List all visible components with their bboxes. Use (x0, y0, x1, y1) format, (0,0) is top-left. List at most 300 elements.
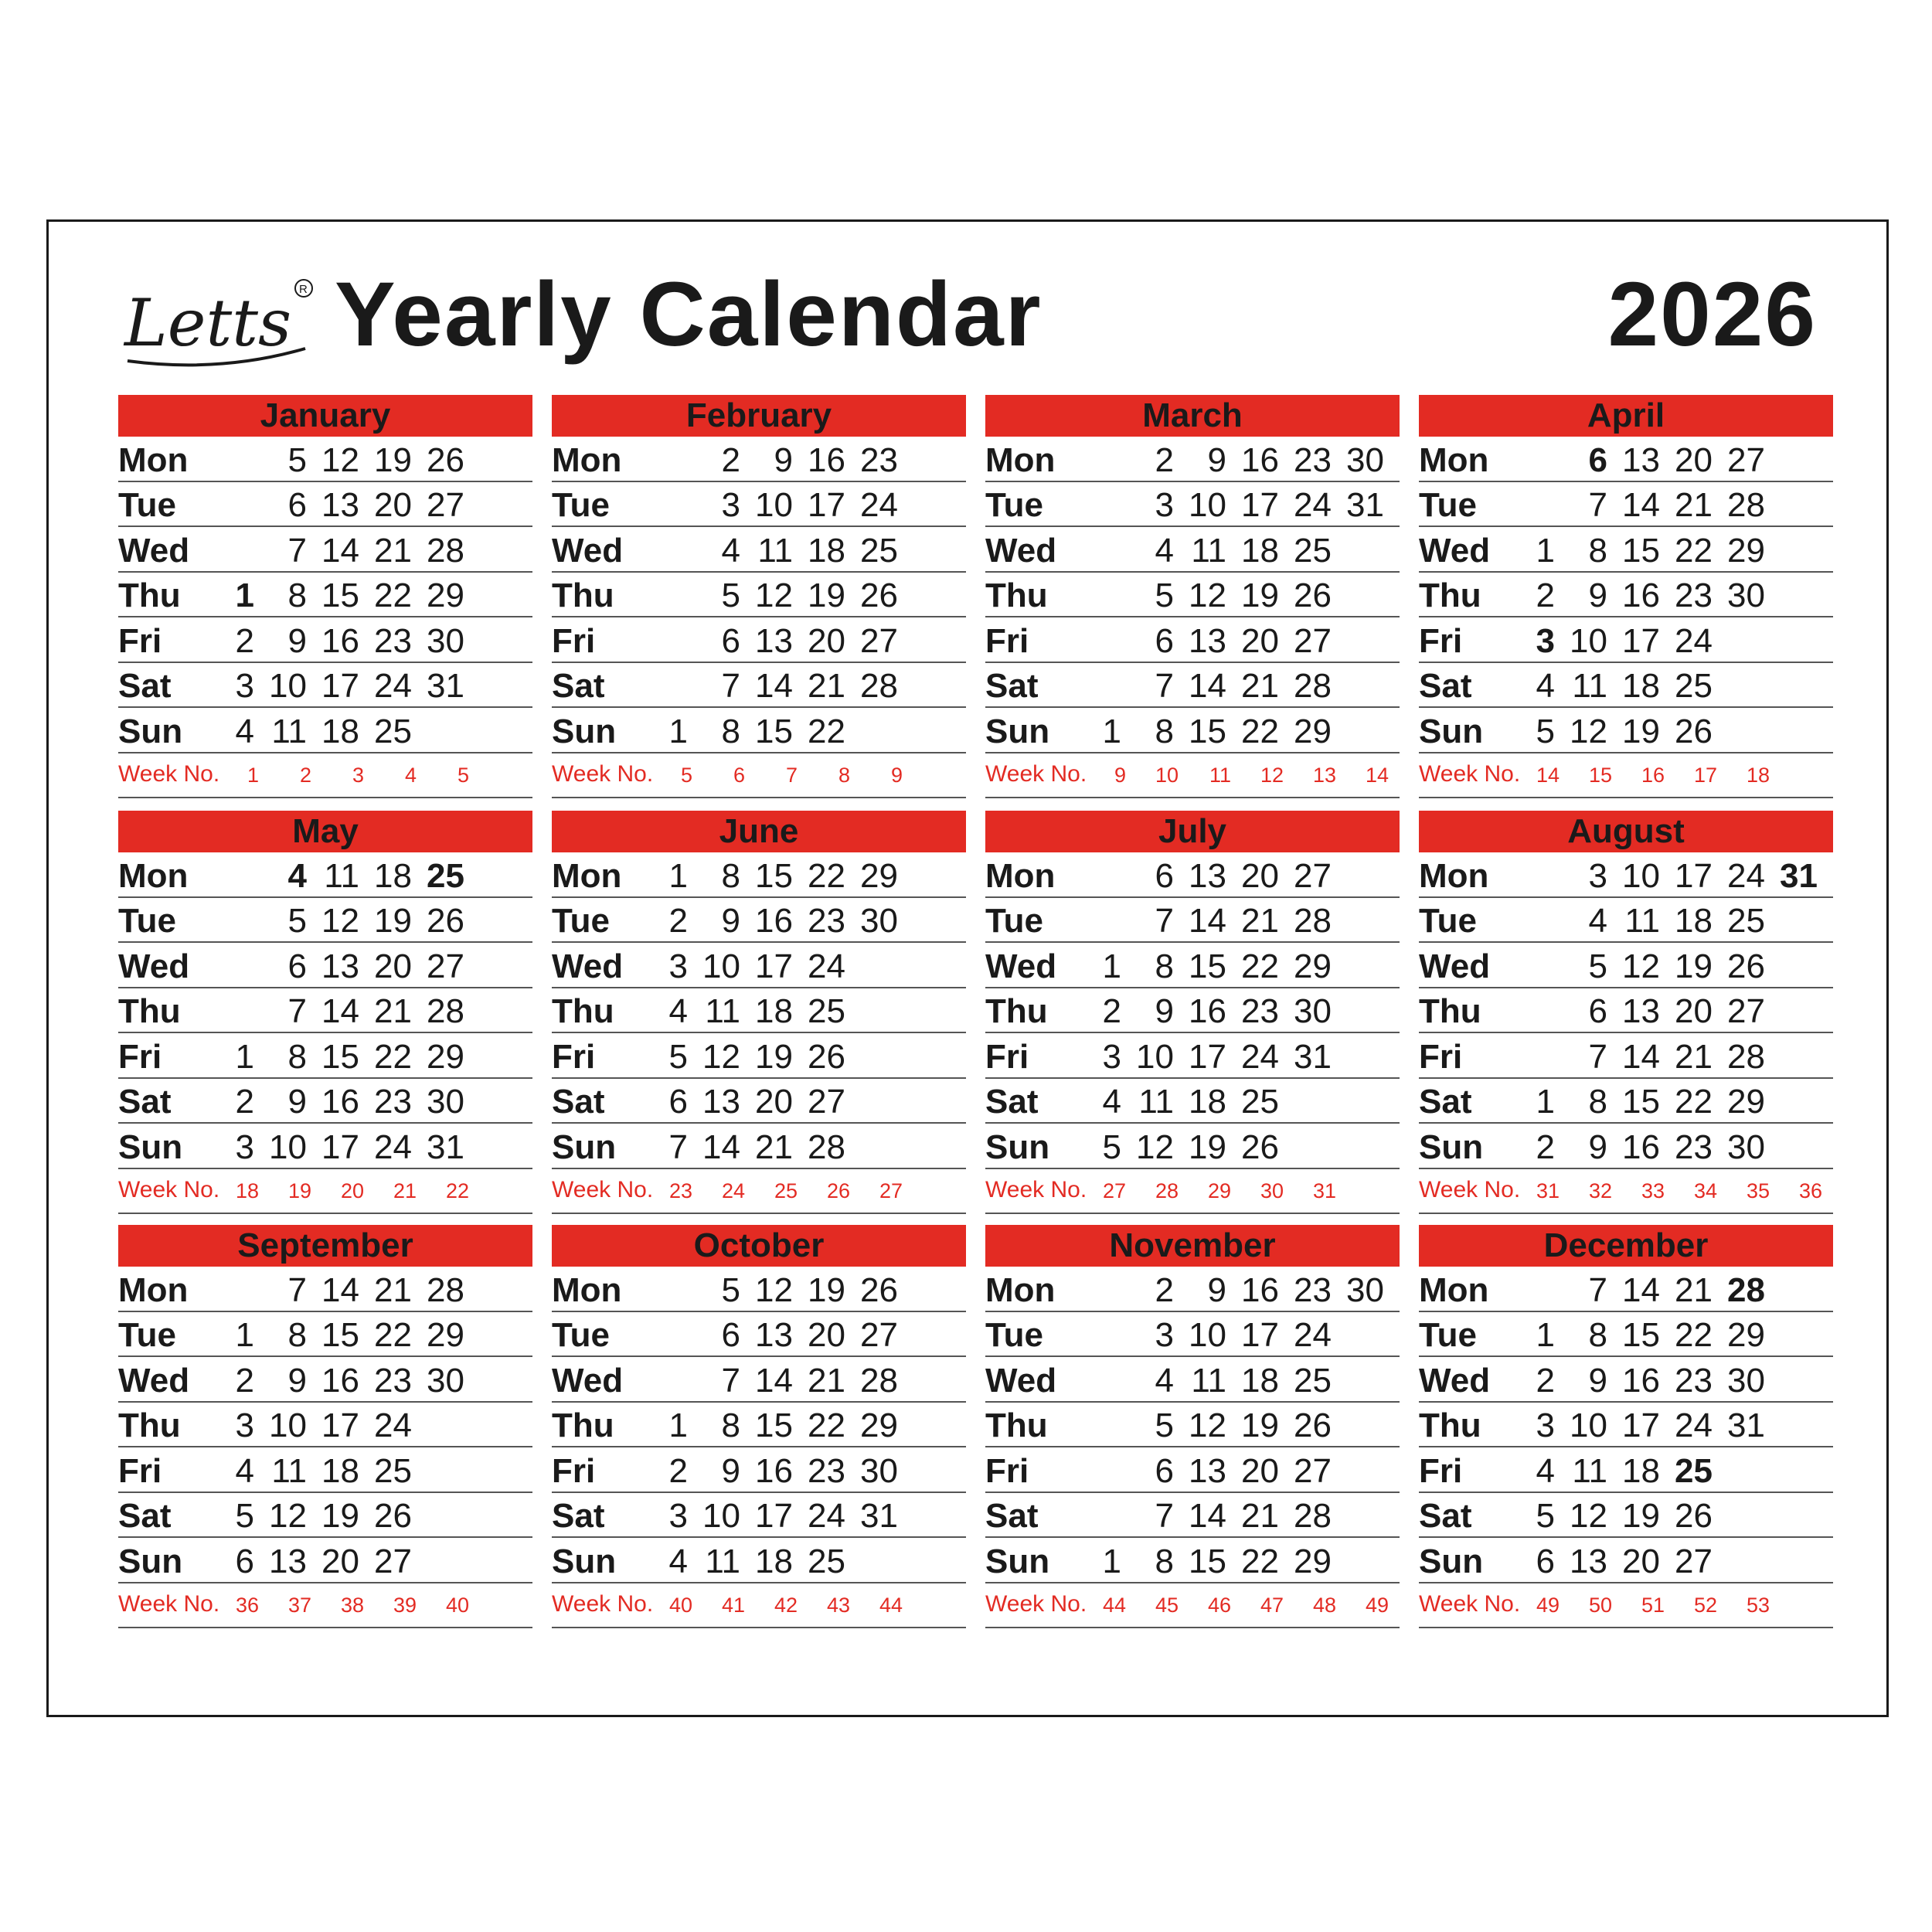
date-cell: 8 (721, 856, 740, 895)
date-cell: 10 (1189, 486, 1226, 524)
week-numbers-row (118, 753, 532, 799)
date-cell: 31 (1727, 1406, 1765, 1444)
date-cell: 23 (374, 621, 412, 660)
weekday-row (1419, 1267, 1833, 1312)
date-cell: 4 (668, 992, 688, 1030)
date-cell: 21 (755, 1128, 793, 1166)
weekday-label: Wed (1419, 947, 1491, 985)
date-cell: 5 (1102, 1128, 1121, 1166)
date-cell: 13 (1622, 992, 1660, 1030)
date-cell: 14 (755, 667, 793, 705)
date-cell: 3 (1102, 1037, 1121, 1076)
weekday-row (118, 1447, 532, 1493)
week-number: 7 (785, 764, 798, 787)
week-number: 44 (879, 1594, 903, 1617)
date-cell: 3 (1155, 1316, 1174, 1354)
date-cell: 20 (1241, 1451, 1279, 1490)
date-cell: 7 (1155, 667, 1174, 705)
date-cell: 21 (1241, 902, 1279, 940)
weekday-row (118, 1312, 532, 1358)
date-cell: 30 (1727, 577, 1765, 614)
date-cell: 7 (287, 1270, 307, 1309)
date-cell: 26 (374, 1497, 412, 1535)
date-cell: 9 (1588, 1128, 1607, 1166)
date-cell: 5 (668, 1037, 688, 1076)
date-cell: 8 (1588, 1083, 1607, 1121)
date-cell: 29 (427, 1316, 464, 1354)
weekday-label: Sat (1419, 667, 1472, 705)
weekday-row (985, 1267, 1400, 1312)
date-cell: 3 (668, 947, 688, 985)
week-number: 43 (826, 1594, 850, 1617)
week-number: 52 (1693, 1594, 1717, 1617)
weekday-row (985, 852, 1400, 898)
weekday-label: Sun (985, 712, 1050, 750)
date-cell: 18 (321, 1451, 359, 1490)
date-cell: 29 (860, 1406, 898, 1444)
week-number: 46 (1207, 1594, 1231, 1617)
week-number: 44 (1102, 1594, 1126, 1617)
date-cell: 27 (860, 621, 898, 660)
weekday-row (1419, 988, 1833, 1034)
date-cell: 11 (1572, 1451, 1607, 1490)
week-numbers-row (1419, 753, 1833, 799)
date-cell: 17 (321, 1128, 359, 1166)
date-cell: 7 (1155, 902, 1174, 940)
date-cell: 23 (808, 902, 845, 940)
week-label: Week No. (985, 1591, 1087, 1617)
date-cell: 13 (1189, 856, 1226, 895)
weekday-row (552, 1493, 966, 1539)
date-cell: 28 (1294, 902, 1332, 940)
week-numbers-row (985, 753, 1400, 799)
date-cell: 3 (235, 1128, 254, 1166)
date-cell: 4 (1155, 531, 1174, 570)
week-label: Week No. (985, 1177, 1087, 1202)
date-cell: 5 (1588, 947, 1607, 985)
date-cell: 25 (1675, 1451, 1713, 1490)
weekday-row (1419, 1538, 1833, 1583)
weekday-row (118, 663, 532, 709)
weekday-row (985, 1357, 1400, 1403)
date-cell: 17 (755, 1497, 793, 1535)
date-cell: 22 (374, 1316, 412, 1354)
weekday-row (985, 943, 1400, 988)
date-cell: 5 (235, 1497, 254, 1535)
date-cell: 17 (755, 947, 793, 985)
date-cell: 5 (1536, 1497, 1555, 1535)
week-number: 22 (445, 1179, 469, 1202)
date-cell: 1 (235, 1037, 254, 1076)
week-number: 27 (1102, 1179, 1126, 1202)
week-number: 32 (1588, 1179, 1612, 1202)
date-cell: 1 (235, 1316, 254, 1354)
weekday-label: Sat (985, 667, 1039, 705)
date-cell: 8 (1588, 1316, 1607, 1354)
month-june (552, 811, 966, 1214)
week-number: 15 (1588, 764, 1612, 787)
date-cell: 25 (808, 1542, 845, 1580)
week-number: 12 (1260, 764, 1284, 787)
date-cell: 8 (1155, 1542, 1174, 1580)
weekday-label: Sun (1419, 1128, 1484, 1166)
week-number: 41 (721, 1594, 745, 1617)
weekday-label: Fri (985, 1037, 1029, 1076)
date-cell: 12 (1570, 1497, 1607, 1535)
letts-logo-text: Letts (124, 285, 292, 361)
date-cell: 6 (1536, 1542, 1555, 1580)
weekday-row (985, 1124, 1400, 1169)
date-cell: 11 (1138, 1083, 1174, 1121)
date-cell: 3 (235, 667, 254, 705)
date-cell: 6 (1155, 856, 1174, 895)
date-cell: 3 (235, 1406, 254, 1444)
weekday-row (985, 437, 1400, 482)
date-cell: 4 (668, 1542, 688, 1580)
date-cell: 2 (235, 1083, 254, 1121)
weekday-label: Mon (552, 856, 622, 895)
date-cell: 15 (755, 712, 793, 750)
month-name: November (985, 1225, 1400, 1267)
month-october (552, 1225, 966, 1628)
week-number: 42 (774, 1594, 798, 1617)
date-cell: 8 (1155, 947, 1174, 985)
date-cell: 25 (808, 992, 845, 1030)
weekday-row (985, 1403, 1400, 1448)
date-cell: 12 (1189, 577, 1226, 614)
month-name: May (118, 811, 532, 852)
month-name: March (985, 395, 1400, 437)
weekday-label: Tue (985, 902, 1043, 940)
week-number: 26 (826, 1179, 850, 1202)
date-cell: 17 (1189, 1037, 1226, 1076)
weekday-label: Wed (118, 947, 190, 985)
weekday-row (985, 617, 1400, 663)
date-cell: 13 (321, 947, 359, 985)
date-cell: 27 (1727, 992, 1765, 1030)
week-number: 49 (1365, 1594, 1389, 1617)
date-cell: 1 (1102, 712, 1121, 750)
date-cell: 5 (1536, 712, 1555, 750)
date-cell: 12 (755, 577, 793, 614)
date-cell: 31 (427, 667, 464, 705)
date-cell: 30 (1727, 1361, 1765, 1400)
date-cell: 14 (1622, 1037, 1660, 1076)
date-cell: 22 (1241, 712, 1279, 750)
weekday-row (1419, 898, 1833, 944)
weekday-label: Fri (985, 1451, 1029, 1490)
week-number: 35 (1746, 1179, 1770, 1202)
week-number: 28 (1155, 1179, 1179, 1202)
date-cell: 8 (287, 1316, 307, 1354)
month-name: December (1419, 1225, 1833, 1267)
date-cell: 17 (808, 486, 845, 524)
weekday-row (552, 1079, 966, 1124)
date-cell: 20 (1675, 440, 1713, 479)
weekday-label: Sat (1419, 1083, 1472, 1121)
date-cell: 13 (755, 621, 793, 660)
weekday-label: Sun (552, 712, 617, 750)
week-number: 31 (1536, 1179, 1560, 1202)
date-cell: 31 (427, 1128, 464, 1166)
date-cell: 1 (1102, 1542, 1121, 1580)
weekday-label: Thu (985, 1406, 1048, 1444)
week-label: Week No. (1419, 761, 1521, 787)
weekday-row (1419, 1493, 1833, 1539)
date-cell: 1 (668, 712, 688, 750)
weekday-row (552, 663, 966, 709)
weekday-row (1419, 1357, 1833, 1403)
date-cell: 22 (1675, 1316, 1713, 1354)
date-cell: 15 (321, 1316, 359, 1354)
weekday-label: Thu (1419, 992, 1481, 1030)
week-number: 25 (774, 1179, 798, 1202)
date-cell: 23 (1294, 440, 1332, 479)
date-cell: 7 (1588, 486, 1607, 524)
date-cell: 6 (1155, 1451, 1174, 1490)
date-cell: 20 (1241, 621, 1279, 660)
month-name: August (1419, 811, 1833, 852)
month-november (985, 1225, 1400, 1628)
weekday-label: Wed (552, 1361, 624, 1400)
date-cell: 28 (860, 667, 898, 705)
date-cell: 28 (1294, 667, 1332, 705)
week-label: Week No. (552, 1591, 654, 1617)
weekday-label: Wed (1419, 1361, 1491, 1400)
week-number: 36 (1798, 1179, 1822, 1202)
date-cell: 20 (1675, 992, 1713, 1030)
date-cell: 6 (1588, 440, 1607, 479)
date-cell: 8 (1155, 712, 1174, 750)
date-cell: 15 (755, 856, 793, 895)
week-label: Week No. (552, 1177, 654, 1202)
date-cell: 29 (1727, 1083, 1765, 1121)
weekday-label: Wed (985, 1361, 1057, 1400)
date-cell: 6 (287, 947, 307, 985)
date-cell: 28 (1727, 1270, 1765, 1309)
date-cell: 7 (721, 1361, 740, 1400)
date-cell: 25 (374, 712, 412, 750)
weekday-label: Sun (1419, 712, 1484, 750)
weekday-row (1419, 527, 1833, 573)
date-cell: 27 (374, 1542, 412, 1580)
date-cell: 26 (808, 1037, 845, 1076)
weekday-label: Fri (552, 1451, 596, 1490)
month-name: February (552, 395, 966, 437)
date-cell: 3 (1536, 1406, 1555, 1444)
weekday-row (118, 1493, 532, 1539)
date-cell: 21 (808, 1361, 845, 1400)
month-name: July (985, 811, 1400, 852)
date-cell: 13 (321, 486, 359, 524)
date-cell: 10 (755, 486, 793, 524)
date-cell: 15 (1189, 947, 1226, 985)
date-cell: 13 (269, 1542, 307, 1580)
date-cell: 31 (1294, 1037, 1332, 1076)
weekday-label: Tue (985, 486, 1043, 524)
date-cell: 18 (374, 856, 412, 895)
date-cell: 14 (321, 531, 359, 570)
date-cell: 25 (374, 1451, 412, 1490)
weekday-row (118, 988, 532, 1034)
week-number: 14 (1365, 764, 1389, 787)
date-cell: 7 (1588, 1037, 1607, 1076)
date-cell: 16 (321, 1083, 359, 1121)
date-cell: 11 (1624, 902, 1660, 940)
week-number: 49 (1536, 1594, 1560, 1617)
date-cell: 2 (235, 1361, 254, 1400)
weekday-label: Fri (985, 621, 1029, 660)
date-cell: 30 (860, 902, 898, 940)
date-cell: 10 (1136, 1037, 1174, 1076)
date-cell: 4 (235, 1451, 254, 1490)
date-cell: 18 (321, 712, 359, 750)
weekday-label: Sat (552, 1497, 605, 1535)
date-cell: 19 (1241, 1406, 1279, 1444)
date-cell: 10 (1622, 856, 1660, 895)
weekday-label: Sat (118, 667, 172, 705)
date-cell: 19 (321, 1497, 359, 1535)
date-cell: 1 (1536, 1083, 1555, 1121)
weekday-row (985, 988, 1400, 1034)
date-cell: 28 (427, 531, 464, 570)
date-cell: 27 (860, 1316, 898, 1354)
date-cell: 15 (1622, 1083, 1660, 1121)
date-cell: 9 (721, 1451, 740, 1490)
date-cell: 9 (1588, 1361, 1607, 1400)
weekday-label: Sat (985, 1497, 1039, 1535)
month-august (1419, 811, 1833, 1214)
date-cell: 21 (1241, 667, 1279, 705)
date-cell: 30 (1346, 1270, 1384, 1309)
date-cell: 17 (1675, 856, 1713, 895)
date-cell: 23 (1675, 1361, 1713, 1400)
week-number: 45 (1155, 1594, 1179, 1617)
weekday-row (985, 708, 1400, 753)
date-cell: 1 (1536, 1316, 1555, 1354)
date-cell: 5 (287, 902, 307, 940)
date-cell: 14 (1622, 1270, 1660, 1309)
weekday-row (552, 898, 966, 944)
weekday-label: Wed (985, 531, 1057, 570)
date-cell: 8 (1588, 531, 1607, 570)
date-cell: 10 (1570, 1406, 1607, 1444)
date-cell: 26 (1727, 947, 1765, 985)
date-cell: 6 (1588, 992, 1607, 1030)
date-cell: 17 (1622, 621, 1660, 660)
date-cell: 13 (702, 1083, 740, 1121)
date-cell: 19 (1675, 947, 1713, 985)
date-cell: 11 (705, 992, 740, 1030)
date-cell: 6 (721, 1316, 740, 1354)
date-cell: 17 (1241, 486, 1279, 524)
date-cell: 5 (721, 1270, 740, 1309)
week-numbers-row (985, 1169, 1400, 1215)
weekday-label: Thu (552, 1406, 614, 1444)
date-cell: 2 (1155, 440, 1174, 479)
date-cell: 6 (235, 1542, 254, 1580)
weekday-row (1419, 573, 1833, 618)
weekday-row (552, 943, 966, 988)
date-cell: 17 (1622, 1406, 1660, 1444)
week-number: 24 (721, 1179, 745, 1202)
week-number: 8 (838, 764, 850, 787)
week-number: 33 (1641, 1179, 1665, 1202)
calendar-year: 2026 (1607, 264, 1817, 366)
date-cell: 18 (808, 531, 845, 570)
date-cell: 28 (1727, 1037, 1765, 1076)
date-cell: 2 (1536, 577, 1555, 614)
date-cell: 21 (1241, 1497, 1279, 1535)
week-number: 19 (287, 1179, 311, 1202)
weekday-label: Tue (1419, 486, 1477, 524)
date-cell: 30 (1294, 992, 1332, 1030)
weekday-row (552, 852, 966, 898)
week-number: 47 (1260, 1594, 1284, 1617)
weekday-row (552, 1357, 966, 1403)
weekday-label: Sat (552, 1083, 605, 1121)
date-cell: 9 (1155, 992, 1174, 1030)
weekday-label: Sun (552, 1128, 617, 1166)
date-cell: 10 (269, 1406, 307, 1444)
weekday-row (118, 708, 532, 753)
date-cell: 11 (1191, 531, 1226, 570)
date-cell: 2 (1102, 992, 1121, 1030)
date-cell: 19 (1622, 1497, 1660, 1535)
date-cell: 24 (1675, 621, 1713, 660)
date-cell: 16 (1189, 992, 1226, 1030)
week-number: 39 (393, 1594, 417, 1617)
weekday-row (118, 1403, 532, 1448)
weekday-label: Sat (552, 667, 605, 705)
week-numbers-row (985, 1583, 1400, 1629)
date-cell: 12 (1622, 947, 1660, 985)
weekday-row (985, 1312, 1400, 1358)
date-cell: 28 (808, 1128, 845, 1166)
week-number: 23 (668, 1179, 692, 1202)
weekday-row (118, 1079, 532, 1124)
date-cell: 20 (1622, 1542, 1660, 1580)
date-cell: 29 (427, 1037, 464, 1076)
date-cell: 2 (668, 1451, 688, 1490)
date-cell: 7 (1588, 1270, 1607, 1309)
weekday-row (118, 573, 532, 618)
weekday-row (985, 1079, 1400, 1124)
month-name: April (1419, 395, 1833, 437)
weekday-row (552, 1267, 966, 1312)
weekday-row (552, 1312, 966, 1358)
date-cell: 23 (1675, 577, 1713, 614)
weekday-row (118, 1357, 532, 1403)
date-cell: 21 (1675, 1037, 1713, 1076)
weekday-label: Mon (552, 440, 622, 479)
weekday-label: Mon (118, 440, 189, 479)
date-cell: 21 (1675, 486, 1713, 524)
week-number: 13 (1312, 764, 1336, 787)
weekday-row (1419, 663, 1833, 709)
date-cell: 2 (1536, 1128, 1555, 1166)
week-number: 34 (1693, 1179, 1717, 1202)
date-cell: 22 (374, 1037, 412, 1076)
weekday-label: Tue (118, 1316, 176, 1354)
date-cell: 9 (1588, 577, 1607, 614)
date-cell: 5 (1155, 1406, 1174, 1444)
date-cell: 4 (1588, 902, 1607, 940)
date-cell: 26 (1675, 1497, 1713, 1535)
date-cell: 14 (755, 1361, 793, 1400)
date-cell: 23 (1675, 1128, 1713, 1166)
date-cell: 11 (757, 531, 793, 570)
